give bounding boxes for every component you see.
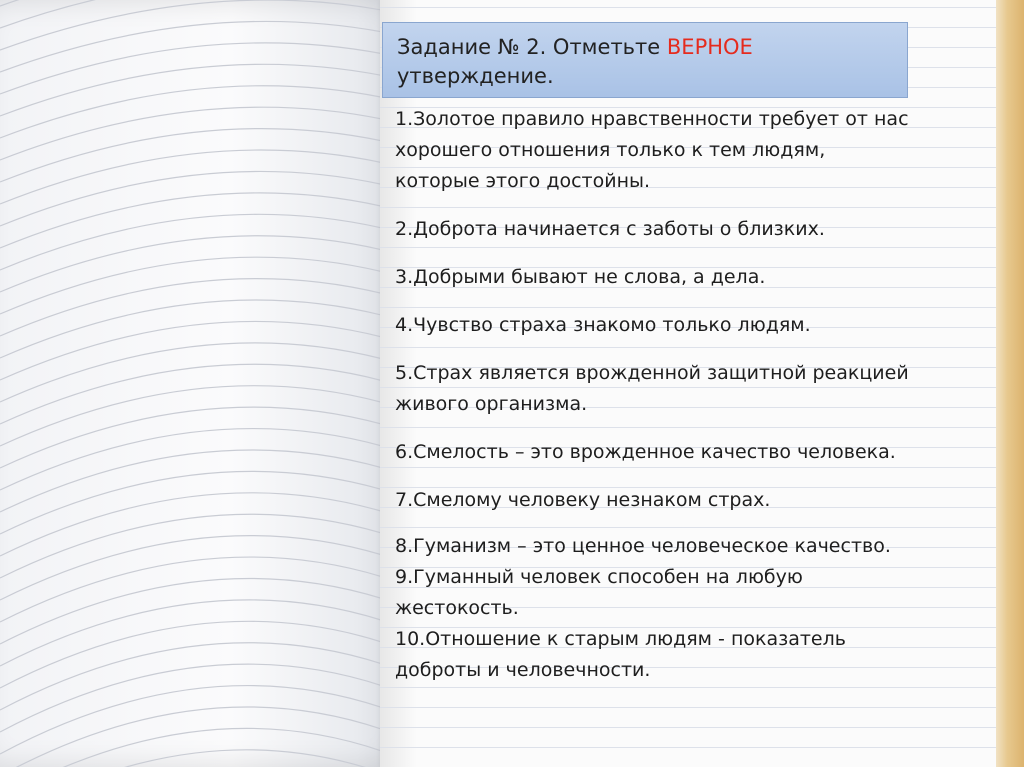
ruled-line: [0, 364, 420, 424]
ruled-lines-left: [0, 0, 420, 767]
statement-3[interactable]: 3.Добрыми бывают не слова, а дела.: [395, 266, 766, 288]
ruled-line: [0, 429, 420, 490]
ruled-line: [0, 578, 420, 644]
ruled-line: [0, 43, 420, 94]
ruled-line: [0, 536, 420, 600]
ruled-line: [0, 471, 420, 534]
ruled-line: [0, 514, 420, 578]
ruled-line: [0, 557, 420, 622]
notebook-page-edges: [996, 0, 1024, 767]
ruled-line: [0, 257, 420, 314]
task-title: [382, 22, 908, 98]
notebook-left-page: [0, 0, 420, 767]
ruled-line: [0, 300, 420, 358]
ruled-line: [0, 707, 420, 767]
statement-7[interactable]: 7.Смелому человеку незнаком страх.: [395, 489, 771, 511]
ruled-line: [0, 171, 420, 226]
ruled-line: [0, 64, 420, 116]
task-title-highlight: ВЕРНОЕ: [666, 35, 753, 59]
ruled-line: [0, 750, 420, 767]
ruled-line: [0, 407, 420, 468]
ruled-line: [0, 343, 420, 402]
statement-1[interactable]: 1.Золотое правило нравственности требует от нас хорошего отношения только к тем людям, которые этого достойны.: [395, 108, 909, 192]
statement-2[interactable]: 2.Доброта начинается с заботы о близких.: [395, 218, 825, 240]
statement-6[interactable]: 6.Смелость – это врожденное качество человека.: [395, 441, 896, 463]
statement-4[interactable]: 4.Чувство страха знакомо только людям.: [395, 314, 811, 336]
statement-9[interactable]: 9.Гуманный человек способен на любую жестокость.: [395, 566, 803, 619]
ruled-line: [0, 321, 420, 380]
task-title-prefix: Задание № 2. Отметьте: [397, 35, 667, 59]
statement-list: [395, 104, 915, 686]
ruled-line: [0, 86, 420, 138]
ruled-line: [0, 193, 420, 248]
ruled-line: [0, 150, 420, 204]
ruled-line: [0, 493, 420, 556]
statement-10[interactable]: 10.Отношение к старым людям - показатель доброты и человечности.: [395, 628, 846, 681]
statement-5[interactable]: 5.Страх является врожденной защитной реакцией живого организма.: [395, 362, 909, 415]
ruled-line: [0, 450, 420, 512]
statement-8[interactable]: 8.Гуманизм – это ценное человеческое качество.: [395, 535, 891, 557]
ruled-line: [0, 386, 420, 446]
ruled-line: [0, 214, 420, 270]
ruled-line: [0, 279, 420, 336]
ruled-line: [0, 236, 420, 292]
ruled-line: [0, 728, 420, 767]
task-title-suffix: утверждение.: [397, 64, 554, 88]
